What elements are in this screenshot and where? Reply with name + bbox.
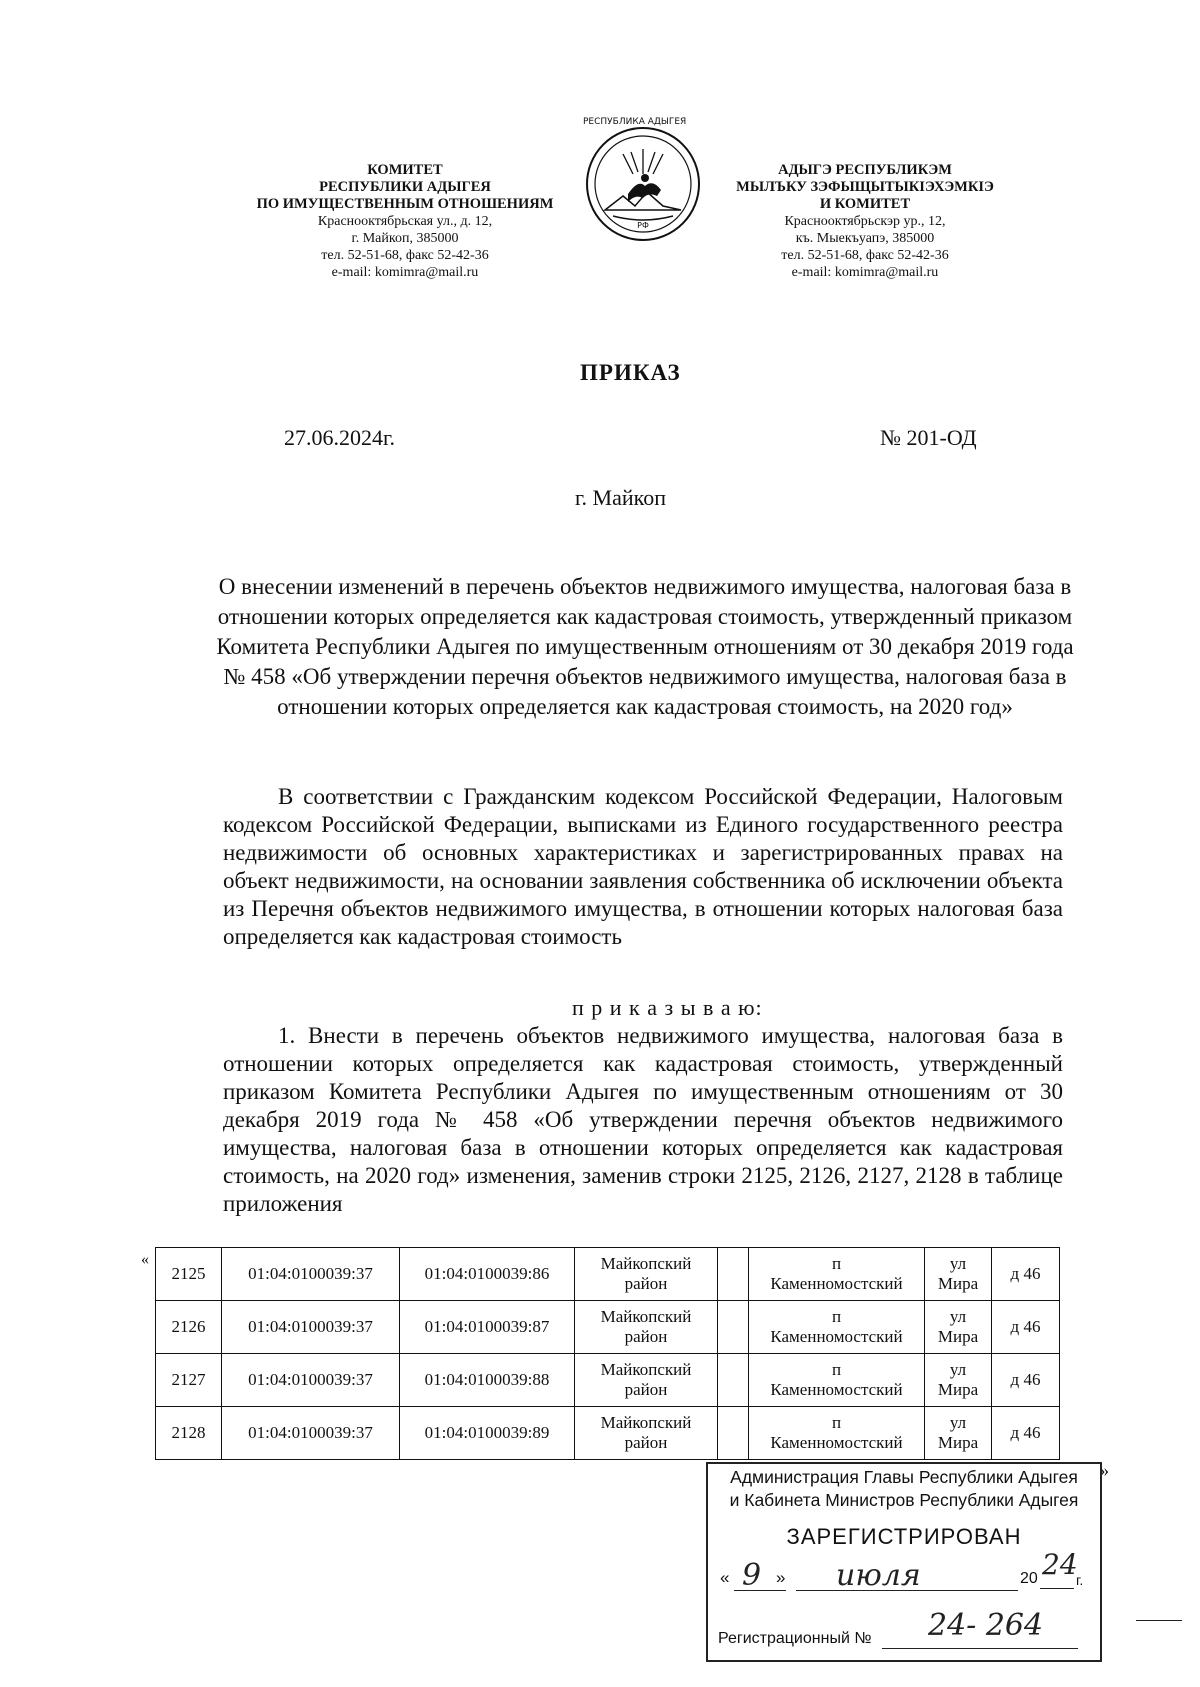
cell-cadastral-parent [222,1248,400,1301]
cell-street [925,1248,992,1301]
cell-house [992,1301,1060,1354]
coat-of-arms-icon [583,117,703,244]
cell-cadastral-object-text: 01:04:0100039:87 [424,1317,550,1336]
org-name-ady-line2: МЫЛЪКУ ЗЭФЫЩЫТЫКIЭХЭМКIЭ [736,179,994,195]
cell-cadastral-object-text: 01:04:0100039:88 [424,1370,550,1389]
org-name-line2: РЕСПУБЛИКИ АДЫГЕЯ [319,179,491,195]
cell-district [575,1354,718,1407]
cell-cadastral-object-text: 01:04:0100039:86 [424,1264,550,1283]
org-name-line1: КОМИТЕТ [367,162,443,178]
cell-district-text: район [624,1327,668,1346]
stamp-year-suffix: г. [1076,1572,1084,1588]
doc-title: ПРИКАЗ [580,360,681,385]
table-row [156,1248,1060,1301]
cell-row-number [156,1407,222,1460]
cell-settlement [749,1301,925,1354]
org-email: e-mail: komimra@mail.ru [331,265,479,280]
cell-street [925,1354,992,1407]
cell-settlement-text: Каменномостский [770,1380,903,1399]
cell-house [992,1354,1060,1407]
stamp-month: июля [836,1558,921,1593]
stamp-day-open: « [720,1568,730,1587]
cell-district [575,1301,718,1354]
replacement-rows-table [155,1247,1060,1460]
cell-street-text: Мира [937,1327,979,1346]
cell-district-text: район [624,1380,668,1399]
clause-1: 1. Внести в перечень объектов недвижимого имущества, налоговая база в отношении которых определяется как кадастровая стоимость, утвержденный приказом Комитета Республики Адыгея по имущественным отношениям от 30 декабря 2019 года № 458 «Об утверждении перечня объектов недвижимого имущества, налоговая база в отношении которых определяется как кадастровая стоимость, на 2020 год» изменения, заменив строки 2125, 2126, 2127, 2128 в таблице приложения [223,1023,1063,1216]
cell-row-number-text: 2125 [171,1264,206,1283]
stamp-reg-number: 24- 264 [928,1608,1044,1643]
cell-cadastral-parent-text: 01:04:0100039:37 [248,1370,373,1389]
preamble: В соответствии с Гражданским кодексом Российской Федерации, Налоговым кодексом Российской Федерации, выписками из Единого государственного реестра недвижимости об основных характеристиках и зарегистрированных правах на объект недвижимости, на основании заявления собственника об исключении объекта из Перечня объектов недвижимого имущества, в отношении которых налоговая база определяется как кадастровая стоимость [223,784,1063,949]
cell-row-number-text: 2126 [171,1317,206,1336]
org-name-line3: ПО ИМУЩЕСТВЕННЫМ ОТНОШЕНИЯМ [256,196,554,212]
org-phone: тел. 52-51-68, факс 52-42-36 [321,248,489,263]
cell-settlement-text: п [831,1254,842,1273]
org-name-ady-line3: И КОМИТЕТ [819,196,911,212]
doc-number: № 201-ОД [880,425,977,450]
org-ady-address2: къ. Мыекъуапэ, 385000 [795,231,935,246]
cell-street-text: Мира [937,1433,979,1452]
org-ady-phone: тел. 52-51-68, факс 52-42-36 [781,248,949,263]
cell-settlement-text: Каменномостский [770,1433,903,1452]
cell-settlement-text: Каменномостский [770,1274,903,1293]
cell-cadastral-parent-text: 01:04:0100039:37 [248,1423,373,1442]
cell-cadastral-object [400,1354,575,1407]
cell-cadastral-object [400,1248,575,1301]
org-name-ady-line1: АДЫГЭ РЕСПУБЛИКЭМ [778,162,952,178]
cell-district [575,1248,718,1301]
stamp-day-close: » [776,1568,786,1587]
cell-cadastral-object [400,1301,575,1354]
cell-district-text: район [624,1274,668,1293]
doc-city: г. Майкоп [575,485,666,510]
cell-house-text: д 46 [1010,1423,1041,1442]
cell-settlement-text: п [831,1360,842,1379]
cell-row-number [156,1301,222,1354]
cell-row-number [156,1354,222,1407]
stamp-registered: ЗАРЕГИСТРИРОВАН [786,1524,1022,1549]
cell-cadastral-parent-text: 01:04:0100039:37 [248,1264,373,1283]
table-row [156,1354,1060,1407]
cell-settlement [749,1407,925,1460]
cell-district-text: Майкопский [600,1413,692,1432]
header-left [215,162,595,281]
cell-district-text: Майкопский [600,1254,692,1273]
cell-district-text: Майкопский [600,1307,692,1326]
cell-cadastral-parent-text: 01:04:0100039:37 [248,1317,373,1336]
cell-settlement-text: п [831,1307,842,1326]
stamp-line1: Администрация Главы Республики Адыгея [730,1467,1078,1487]
stamp-day: 9 [742,1558,762,1593]
cell-street-text: ул [949,1307,967,1326]
cell-empty [718,1301,749,1354]
doc-subject: О внесении изменений в перечень объектов недвижимого имущества, налоговая база в отношении которых определяется как кадастровая стоимость, утвержденный приказом Комитета Республики Адыгея по имущественным отношениям от 30 декабря 2019 года № 458 «Об утверждении перечня объектов недвижимого имущества, налоговая база в отношении которых определяется как кадастровая стоимость, на 2020 год» [216,574,1074,719]
cell-street [925,1407,992,1460]
cell-cadastral-parent [222,1354,400,1407]
registration-stamp [706,1462,1102,1662]
cell-house-text: д 46 [1010,1370,1041,1389]
stamp-reg-label: Регистрационный № [718,1630,872,1647]
cell-cadastral-object-text: 01:04:0100039:89 [424,1423,550,1442]
cell-house [992,1248,1060,1301]
cell-cadastral-parent [222,1407,400,1460]
margin-dash [1136,1620,1182,1621]
cell-empty [718,1407,749,1460]
cell-settlement [749,1354,925,1407]
cell-district [575,1407,718,1460]
emblem-ribbon: РЕСПУБЛИКА АДЫГЕЯ [583,117,687,127]
cell-empty [718,1354,749,1407]
cell-district-text: Майкопский [600,1360,692,1379]
table-row [156,1301,1060,1354]
org-ady-address1: Краснооктябрьскэр ур., 12, [784,214,946,229]
svg-text:РФ: РФ [637,221,649,230]
cell-street-text: Мира [937,1380,979,1399]
cell-street-text: ул [949,1254,967,1273]
cell-street [925,1301,992,1354]
cell-settlement-text: Каменномостский [770,1327,903,1346]
table-quote-open: « [141,1251,149,1268]
org-address2: г. Майкоп, 385000 [351,231,459,246]
cell-house-text: д 46 [1010,1317,1041,1336]
org-ady-email: e-mail: komimra@mail.ru [791,265,939,280]
stamp-year-prefix: 20 [1020,1570,1038,1587]
org-address1: Краснооктябрьская ул., д. 12, [317,214,493,229]
cell-house [992,1407,1060,1460]
table-row [156,1407,1060,1460]
cell-cadastral-parent [222,1301,400,1354]
table-quote-close: » [1100,1460,1109,1480]
stamp-year: 24 [1042,1548,1078,1581]
cell-empty [718,1248,749,1301]
order-word: п р и к а з ы в а ю: [572,995,763,1020]
cell-row-number-text: 2127 [171,1370,206,1389]
header-right [700,162,1030,281]
cell-cadastral-object [400,1407,575,1460]
cell-house-text: д 46 [1010,1264,1041,1283]
doc-date: 27.06.2024г. [284,425,396,450]
cell-street-text: ул [949,1413,967,1432]
cell-row-number [156,1248,222,1301]
cell-row-number-text: 2128 [171,1423,206,1442]
cell-street-text: ул [949,1360,967,1379]
cell-district-text: район [624,1433,668,1452]
cell-street-text: Мира [937,1274,979,1293]
stamp-line2: и Кабинета Министров Республики Адыгея [729,1490,1079,1510]
cell-settlement [749,1248,925,1301]
cell-settlement-text: п [831,1413,842,1432]
